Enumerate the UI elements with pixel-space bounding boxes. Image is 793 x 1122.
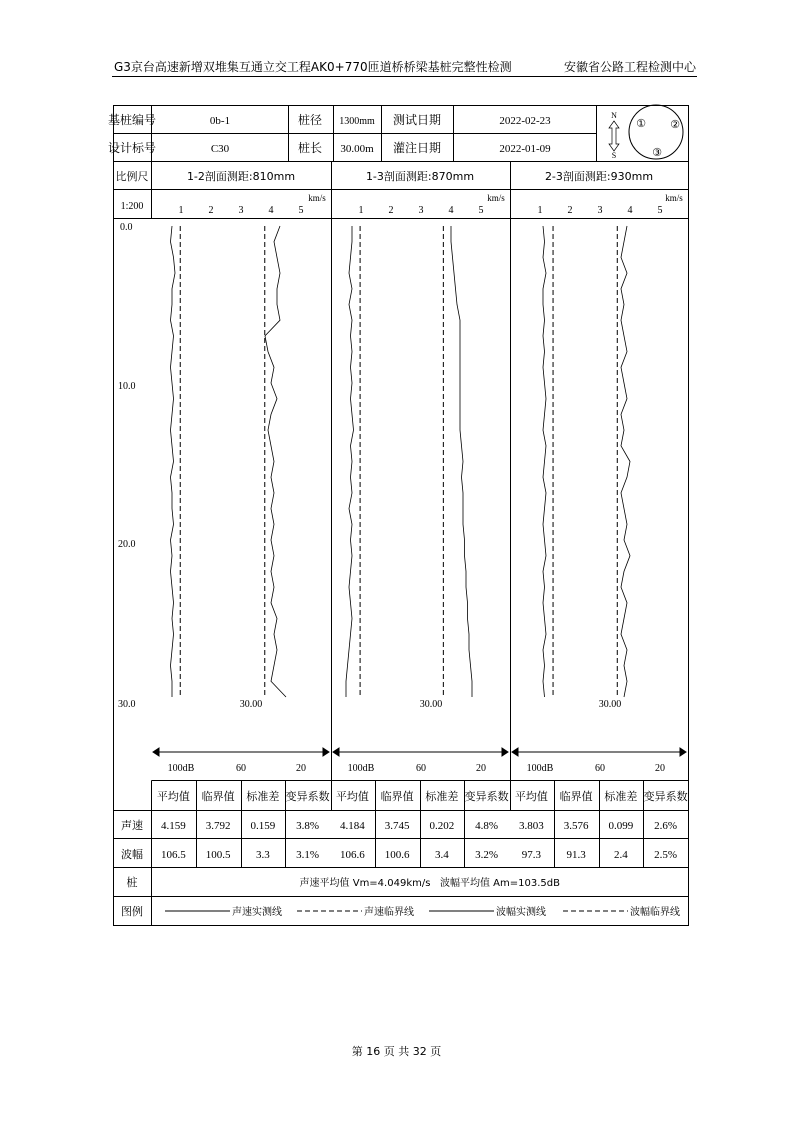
depth-tick-30: 30.0	[118, 699, 136, 710]
velocity-tick: 3	[418, 205, 424, 216]
amplitude-tick: 20	[655, 763, 665, 774]
amplitude-tick: 60	[595, 763, 605, 774]
stats-header: 临界值	[201, 790, 235, 803]
stats-header: 平均值	[156, 790, 190, 803]
velocity-tick: 1	[537, 205, 543, 216]
legend-amplitude-critical: 波幅临界线	[630, 907, 680, 918]
velocity-tick: 5	[478, 205, 484, 216]
stats-header: 临界值	[380, 790, 414, 803]
amplitude-tick: 100dB	[167, 763, 195, 774]
pour-date-value: 2022-01-09	[499, 143, 551, 155]
amplitude-stat-cell: 3.4	[435, 849, 449, 861]
velocity-stat-cell: 4.8%	[475, 820, 499, 832]
amplitude-stat-cell: 3.3	[256, 849, 270, 861]
legend-amplitude-line: 波幅实测线	[496, 907, 546, 918]
velocity-tick: 3	[597, 205, 603, 216]
tube-1-label: ①	[636, 117, 646, 130]
profile-1-title: 1-2剖面测距:810mm	[186, 170, 296, 183]
amplitude-stat-cell: 91.3	[566, 849, 586, 861]
depth-tick-0: 0.0	[120, 222, 133, 233]
velocity-tick: 1	[178, 205, 184, 216]
velocity-stat-cell: 4.184	[340, 820, 365, 832]
velocity-tick: 4	[627, 205, 633, 216]
amplitude-stat-cell: 106.6	[340, 849, 365, 861]
amplitude-line	[543, 226, 546, 697]
velocity-tick: 5	[657, 205, 663, 216]
test-date-label: 测试日期	[392, 113, 442, 127]
velocity-stat-cell: 2.6%	[654, 820, 678, 832]
south-label: S	[611, 151, 617, 160]
depth-tick-10: 10.0	[118, 381, 136, 392]
stats-header: 平均值	[335, 790, 369, 803]
legend	[165, 905, 680, 918]
pile-row-label: 桩	[126, 876, 138, 889]
scale-value: 1:200	[120, 201, 144, 212]
depth-end-label: 30.00	[419, 699, 443, 710]
arrow-icon	[323, 748, 329, 756]
tube-2-label: ②	[670, 118, 680, 131]
length-value: 30.00m	[340, 143, 374, 155]
depth-tick-20: 20.0	[118, 539, 136, 550]
tube-3-label: ③	[652, 146, 662, 159]
velocity-tick: 4	[448, 205, 454, 216]
amplitude-line	[171, 226, 176, 697]
velocity-stat-cell: 0.099	[608, 820, 634, 832]
amplitude-tick: 100dB	[526, 763, 554, 774]
velocity-stat-cell: 3.803	[519, 820, 544, 832]
velocity-unit: km/s	[665, 193, 683, 203]
arrow-icon	[333, 748, 339, 756]
arrow-icon	[512, 748, 518, 756]
velocity-average: 声速平均值 Vm=4.049km/s	[299, 878, 431, 889]
diameter-value: 1300mm	[339, 116, 375, 127]
compass-icon	[609, 105, 683, 160]
profile-2-title: 1-3剖面测距:870mm	[365, 170, 475, 183]
profile-3-chart	[527, 193, 684, 774]
stats-header: 临界值	[559, 790, 593, 803]
stats-header: 标准差	[246, 790, 280, 803]
velocity-line	[451, 226, 472, 697]
velocity-tick: 3	[238, 205, 244, 216]
report-header-title: G3京台高速新增双堆集互通立交工程AK0+770匝道桥桥梁基桩完整性检测	[114, 60, 512, 74]
amplitude-stat-cell: 3.2%	[475, 849, 499, 861]
north-label: N	[611, 111, 617, 120]
stats-table	[121, 789, 688, 861]
amplitude-stat-cell: 97.3	[521, 849, 542, 861]
velocity-unit: km/s	[308, 193, 326, 203]
velocity-line	[265, 226, 286, 697]
amplitude-line	[346, 226, 354, 697]
page-number: 第 16 页 共 32 页	[351, 1045, 442, 1058]
velocity-stat-cell: 3.745	[384, 820, 410, 832]
legend-velocity-critical: 声速临界线	[364, 907, 414, 918]
velocity-stat-cell: 3.576	[563, 820, 589, 832]
stats-header: 标准差	[425, 790, 459, 803]
amplitude-stat-cell: 106.5	[161, 849, 186, 861]
profile-2-chart	[346, 193, 505, 774]
report-header-org: 安徽省公路工程检测中心	[563, 60, 696, 74]
amplitude-stat-cell: 100.5	[205, 849, 231, 861]
velocity-tick: 1	[358, 205, 364, 216]
amplitude-stat-cell: 2.5%	[654, 849, 678, 861]
amplitude-tick: 20	[296, 763, 306, 774]
pile-no-label: 基桩编号	[107, 113, 157, 127]
amplitude-stat-cell: 3.1%	[296, 849, 320, 861]
amplitude-tick: 60	[416, 763, 426, 774]
amplitude-tick: 60	[236, 763, 246, 774]
velocity-tick: 5	[298, 205, 304, 216]
velocity-line	[621, 226, 630, 697]
amplitude-stat-cell: 100.6	[384, 849, 410, 861]
velocity-tick: 4	[268, 205, 274, 216]
stats-header: 平均值	[514, 790, 548, 803]
grade-label: 设计标号	[107, 141, 157, 155]
profile-1-chart	[168, 193, 327, 774]
depth-end-label: 30.00	[239, 699, 263, 710]
legend-velocity-line: 声速实测线	[232, 907, 282, 918]
depth-end-label: 30.00	[598, 699, 622, 710]
velocity-stat-cell: 3.8%	[296, 820, 320, 832]
amplitude-axis-arrows	[153, 748, 686, 756]
test-date-value: 2022-02-23	[499, 115, 551, 127]
amplitude-row-label: 波幅	[121, 848, 143, 861]
velocity-unit: km/s	[487, 193, 505, 203]
grade-value: C30	[210, 143, 230, 155]
length-label: 桩长	[297, 141, 323, 155]
velocity-row-label: 声速	[121, 819, 143, 832]
stats-header: 变异系数	[643, 790, 688, 803]
arrow-icon	[153, 748, 159, 756]
amplitude-tick: 100dB	[347, 763, 375, 774]
profile-3-title: 2-3剖面测距:930mm	[544, 170, 654, 183]
velocity-stat-cell: 0.159	[250, 820, 276, 832]
pour-date-label: 灌注日期	[392, 141, 442, 155]
legend-label: 图例	[121, 905, 143, 918]
velocity-tick: 2	[567, 205, 573, 216]
diameter-label: 桩径	[297, 113, 323, 127]
scale-label: 比例尺	[115, 170, 149, 183]
velocity-tick: 2	[388, 205, 394, 216]
amplitude-tick: 20	[476, 763, 486, 774]
arrow-icon	[680, 748, 686, 756]
arrow-icon	[502, 748, 508, 756]
stats-header: 标准差	[604, 790, 638, 803]
velocity-stat-cell: 3.792	[205, 820, 231, 832]
depth-axis	[118, 222, 136, 710]
amplitude-average: 波幅平均值 Am=103.5dB	[440, 878, 560, 889]
stats-header: 变异系数	[285, 790, 330, 803]
pile-no-value: 0b-1	[209, 115, 231, 127]
velocity-stat-cell: 0.202	[429, 820, 455, 832]
amplitude-stat-cell: 2.4	[614, 849, 628, 861]
velocity-tick: 2	[208, 205, 214, 216]
stats-header: 变异系数	[464, 790, 509, 803]
velocity-stat-cell: 4.159	[161, 820, 186, 832]
